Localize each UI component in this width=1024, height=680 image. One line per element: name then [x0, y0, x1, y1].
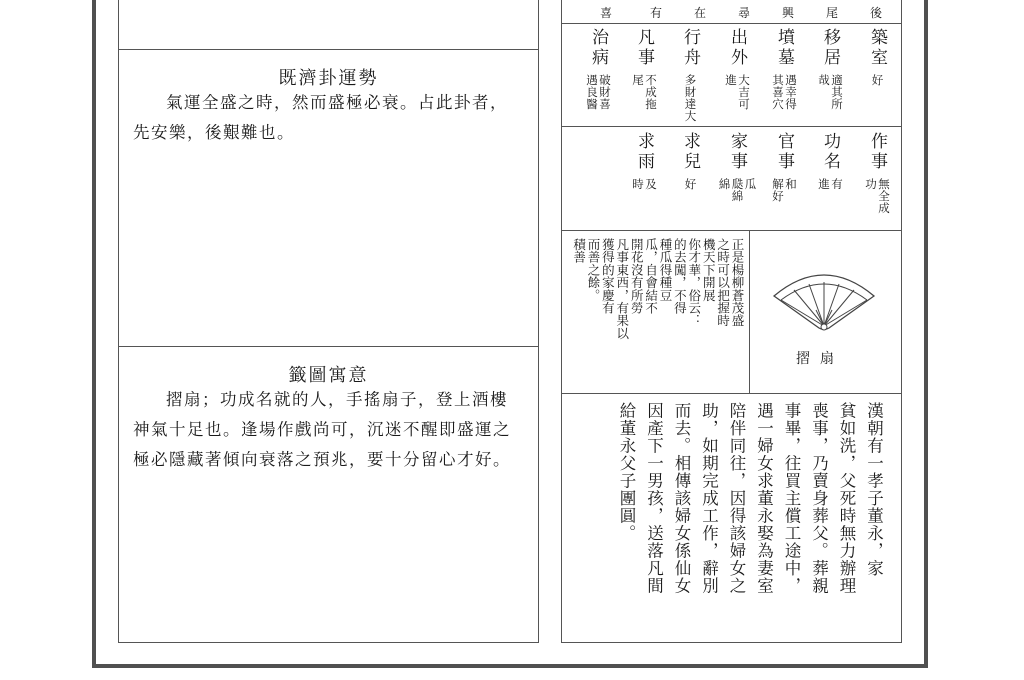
folding-fan-icon — [769, 266, 879, 336]
grid-cell-label: 家事 — [727, 132, 747, 172]
grid-cell-note-line: 進 — [724, 74, 738, 86]
grid-cell-note — [817, 74, 843, 110]
grid-cell-note-line: 瓞綿 — [730, 178, 745, 202]
grid-cell-note-line: 好 — [870, 74, 885, 86]
grid-cell — [769, 28, 799, 110]
grid-cell-note-line: 哉 — [817, 74, 831, 86]
grid-cell-note-line: 綿 — [717, 178, 732, 190]
grid-cell-note-line: 時 — [631, 178, 645, 190]
top-row-char: 興 — [782, 6, 795, 20]
advice-line: 獲得的家慶有 — [600, 238, 616, 315]
advice-line: 的去闖，不得 — [672, 238, 688, 315]
top-row-char: 尾 — [826, 6, 839, 20]
grid-cell-label: 築室 — [867, 28, 887, 68]
row-divider-2 — [561, 230, 902, 231]
grid-cell-label: 求雨 — [634, 132, 654, 172]
grid-cell-note-line: 多財達大 — [683, 74, 698, 122]
top-row-char: 在 — [694, 6, 707, 20]
grid-cell-note — [771, 178, 797, 202]
story-line: 貧如洗，父死時無力辦理 — [837, 402, 856, 595]
advice-line: 種瓜得種豆 — [658, 238, 673, 302]
grid-cell-label: 墳墓 — [774, 28, 794, 68]
grid-cell — [815, 132, 845, 190]
grid-cell — [675, 132, 705, 190]
grid-cell — [717, 132, 758, 202]
story-line: 遇一婦女求董永娶為妻室 — [754, 402, 774, 595]
grid-cell-note-line: 無全成 — [877, 178, 891, 214]
picture-meaning-text: 摺扇；功成名就的人，手搖扇子，登上酒樓神氣十足也。逢場作戲尚可，沉迷不醒即盛運之極必隱藏著傾向衰落之預兆，要十分留心才好。 — [133, 390, 511, 469]
row-divider-top — [561, 23, 902, 24]
grid-cell-label: 求兒 — [680, 132, 700, 172]
grid-cell-note-line: 其喜穴 — [771, 74, 785, 110]
grid-cell-note — [771, 74, 797, 110]
grid-cell-note-line: 遇幸得 — [784, 74, 798, 110]
top-row-char: 有 — [650, 6, 663, 20]
grid-cell-note-line: 大吉可 — [737, 74, 751, 110]
grid-cell-label: 凡事 — [634, 28, 654, 68]
picture-meaning-title: 籤圖寓意 — [288, 365, 369, 386]
grid-cell-label: 移居 — [820, 28, 840, 68]
grid-cell-note — [631, 74, 657, 110]
grid-cell-note — [631, 178, 657, 190]
row-divider-1 — [561, 126, 902, 127]
grid-cell-note-line: 和 — [784, 178, 798, 190]
grid-cell-note-line: 遇良醫 — [585, 74, 599, 110]
grid-cell-label: 作事 — [867, 132, 887, 172]
grid-cell — [629, 28, 659, 110]
left-top-box — [118, 0, 539, 50]
fortune-text: 氣運全盛之時，然而盛極必衰。占此卦者，先安樂，後艱難也。 — [133, 93, 508, 142]
grid-cell — [722, 28, 752, 110]
fan-label: 摺扇 — [796, 351, 844, 367]
top-row-char: 喜 — [600, 6, 613, 20]
grid-cell-note-line: 好 — [683, 178, 698, 190]
top-row-char: 尋 — [738, 6, 751, 20]
grid-cell-note-line: 及 — [644, 178, 658, 190]
advice-line: 正是楊柳蒼茂盛 — [730, 238, 745, 327]
advice-line: 機天下開展 — [701, 238, 717, 302]
advice-line: 瓜，自會結不 — [643, 238, 659, 315]
grid-cell-note — [684, 74, 697, 122]
grid-cell-label: 官事 — [774, 132, 794, 172]
grid-cell-note — [585, 74, 611, 110]
story-line: 事畢，往買主償工途中， — [782, 402, 801, 595]
fan-divider — [749, 230, 750, 393]
story-line: 因產下一男孩，送落凡間 — [644, 402, 664, 595]
row-divider-3 — [561, 393, 902, 394]
story-line: 助，如期完成工作，辭別 — [699, 402, 719, 595]
grid-cell — [769, 132, 799, 202]
grid-cell-note — [724, 74, 750, 110]
grid-cell-label: 治病 — [588, 28, 608, 68]
story-line: 而去。相傳該婦女係仙女 — [672, 402, 691, 595]
grid-cell — [862, 132, 892, 214]
grid-cell-label: 出外 — [727, 28, 747, 68]
grid-cell-note-line: 尾 — [631, 74, 645, 86]
grid-cell-note-line: 功 — [864, 178, 878, 190]
grid-cell-note-line: 適其所 — [830, 74, 844, 110]
grid-cell — [862, 28, 892, 86]
grid-cell-label: 功名 — [820, 132, 840, 172]
top-row-char: 後 — [870, 6, 883, 20]
grid-cell-note — [864, 178, 890, 214]
grid-cell — [675, 28, 705, 122]
grid-cell-note-line: 瓜 — [743, 178, 758, 190]
advice-line: 之時可以把握時 — [715, 238, 731, 327]
advice-line: 積善 — [571, 238, 587, 264]
grid-cell-note-line: 有 — [830, 178, 844, 190]
story-line: 漢朝有一孝子董永，家 — [864, 402, 884, 577]
story-line: 給董永父子團圓。 — [617, 402, 636, 542]
advice-line: 開花沒有所勞 — [629, 238, 645, 315]
grid-cell-note-line: 解好 — [771, 178, 785, 202]
story-line: 陪伴同往，因得該婦女之 — [727, 402, 746, 595]
grid-cell-note — [817, 178, 843, 190]
fortune-section — [118, 49, 539, 347]
grid-cell-note-line: 破財喜 — [598, 74, 612, 110]
grid-cell-label: 行舟 — [680, 28, 700, 68]
fortune-title: 既濟卦運勢 — [278, 68, 379, 89]
grid-cell-note — [718, 178, 757, 202]
advice-line: 凡事東西，有果以 — [614, 238, 630, 340]
grid-cell-note-line: 不成拖 — [644, 74, 658, 110]
grid-cell — [583, 28, 613, 110]
grid-cell-note-line: 進 — [817, 178, 831, 190]
advice-line: 你才華，俗云： — [686, 238, 702, 327]
story-line: 喪事，乃賣身葬父。葬親 — [809, 402, 829, 595]
picture-meaning-section — [118, 346, 539, 643]
grid-cell-note — [871, 74, 884, 86]
grid-cell-note — [684, 178, 697, 190]
grid-cell — [629, 132, 659, 190]
grid-cell — [815, 28, 845, 110]
advice-line: 而善之餘。 — [586, 238, 601, 302]
